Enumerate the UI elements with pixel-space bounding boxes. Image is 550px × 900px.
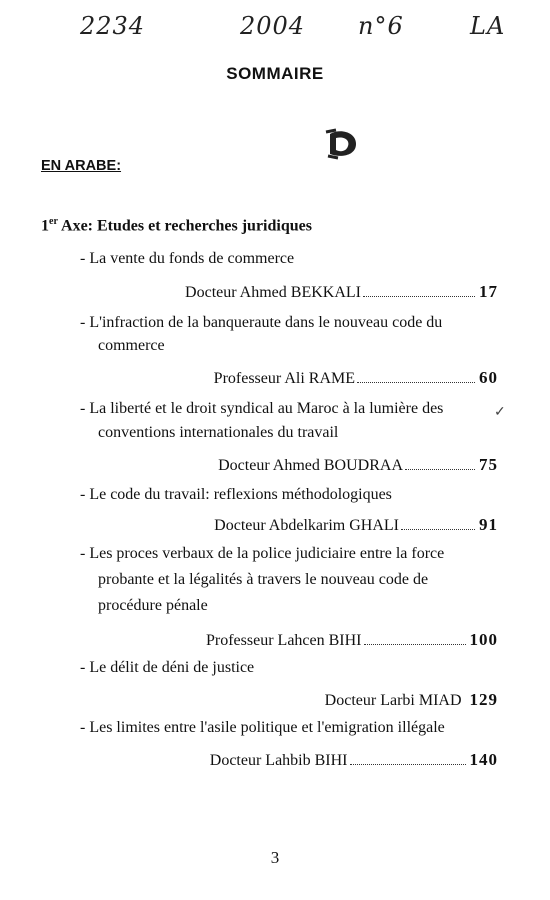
entry-4-author: Docteur Abdelkarim GHALI (214, 517, 399, 534)
axis-heading (41, 216, 312, 235)
entry-3-author-row (218, 455, 498, 475)
page-number: 3 (270, 848, 280, 867)
entry-4-page: 91 (479, 515, 498, 534)
handwritten-note-1: 2234 (80, 12, 146, 40)
entry-7-page: 140 (469, 750, 498, 769)
margin-check-mark: ✓ (494, 405, 506, 420)
entry-5-page: 100 (469, 630, 498, 649)
entry-4-title-line-1: - Le code du travail: reflexions méthodologiques (80, 486, 392, 503)
entry-5-title-line-1: - Les proces verbaux de la police judiciaire entre la force (80, 545, 445, 562)
entry-3-author: Docteur Ahmed BOUDRAA (218, 457, 403, 474)
entry-2-leader (357, 381, 475, 383)
entry-2-title-line-2: commerce (98, 337, 165, 354)
handwritten-note-4: LA (470, 12, 506, 40)
entry-6-author: Docteur Larbi MIAD (324, 692, 462, 709)
entry-7-author-row (210, 750, 498, 770)
entry-1-leader (363, 295, 475, 297)
entry-7-author: Docteur Lahbib BIHI (209, 752, 348, 769)
entry-1-author-row (185, 282, 498, 302)
entry-2-author-row (214, 368, 498, 388)
entry-1-title-line-1: - La vente du fonds de commerce (80, 250, 295, 267)
entry-5-title-line-2: probante et la légalités à travers le nouveau code de (98, 571, 429, 588)
entry-6-title-line-1: - Le délit de déni de justice (80, 659, 255, 676)
entry-3-page: 75 (479, 455, 498, 474)
entry-6-page: 129 (469, 690, 498, 709)
entry-3-leader (405, 468, 475, 470)
entry-2-page: 60 (479, 368, 498, 387)
handwritten-note-2: 2004 (240, 12, 306, 40)
entry-1-author: Docteur Ahmed BEKKALI (185, 284, 361, 301)
entry-3-title-line-1: - La liberté et le droit syndical au Maroc à la lumière des (80, 400, 444, 417)
entry-7-leader (350, 763, 466, 765)
entry-5-title-line-3: procédure pénale (98, 597, 208, 614)
axis-suffix: er (49, 216, 58, 227)
entry-6-author-row (325, 690, 498, 710)
page-title: SOMMAIRE (226, 64, 324, 83)
axis-label: Axe: Etudes et recherches juridiques (61, 217, 312, 235)
handwritten-note-3: n°6 (358, 12, 404, 40)
entry-3-title-line-2: conventions internationales du travail (98, 424, 339, 441)
entry-5-author-row (206, 630, 498, 650)
entry-2-author: Professeur Ali RAME (213, 370, 355, 387)
entry-2-title-line-1: - L'infraction de la banqueraute dans le nouveau code du (80, 314, 443, 331)
entry-1-page: 17 (479, 282, 498, 301)
entry-5-author: Professeur Lahcen BIHI (206, 632, 362, 649)
section-heading: EN ARABE: (41, 158, 122, 174)
ink-stamp-mark (322, 126, 362, 162)
axis-number: 1 (41, 217, 49, 235)
entry-4-leader (401, 528, 475, 530)
entry-5-leader (364, 643, 466, 645)
entry-7-title-line-1: - Les limites entre l'asile politique et l'emigration illégale (80, 719, 445, 736)
entry-4-author-row (214, 515, 498, 535)
